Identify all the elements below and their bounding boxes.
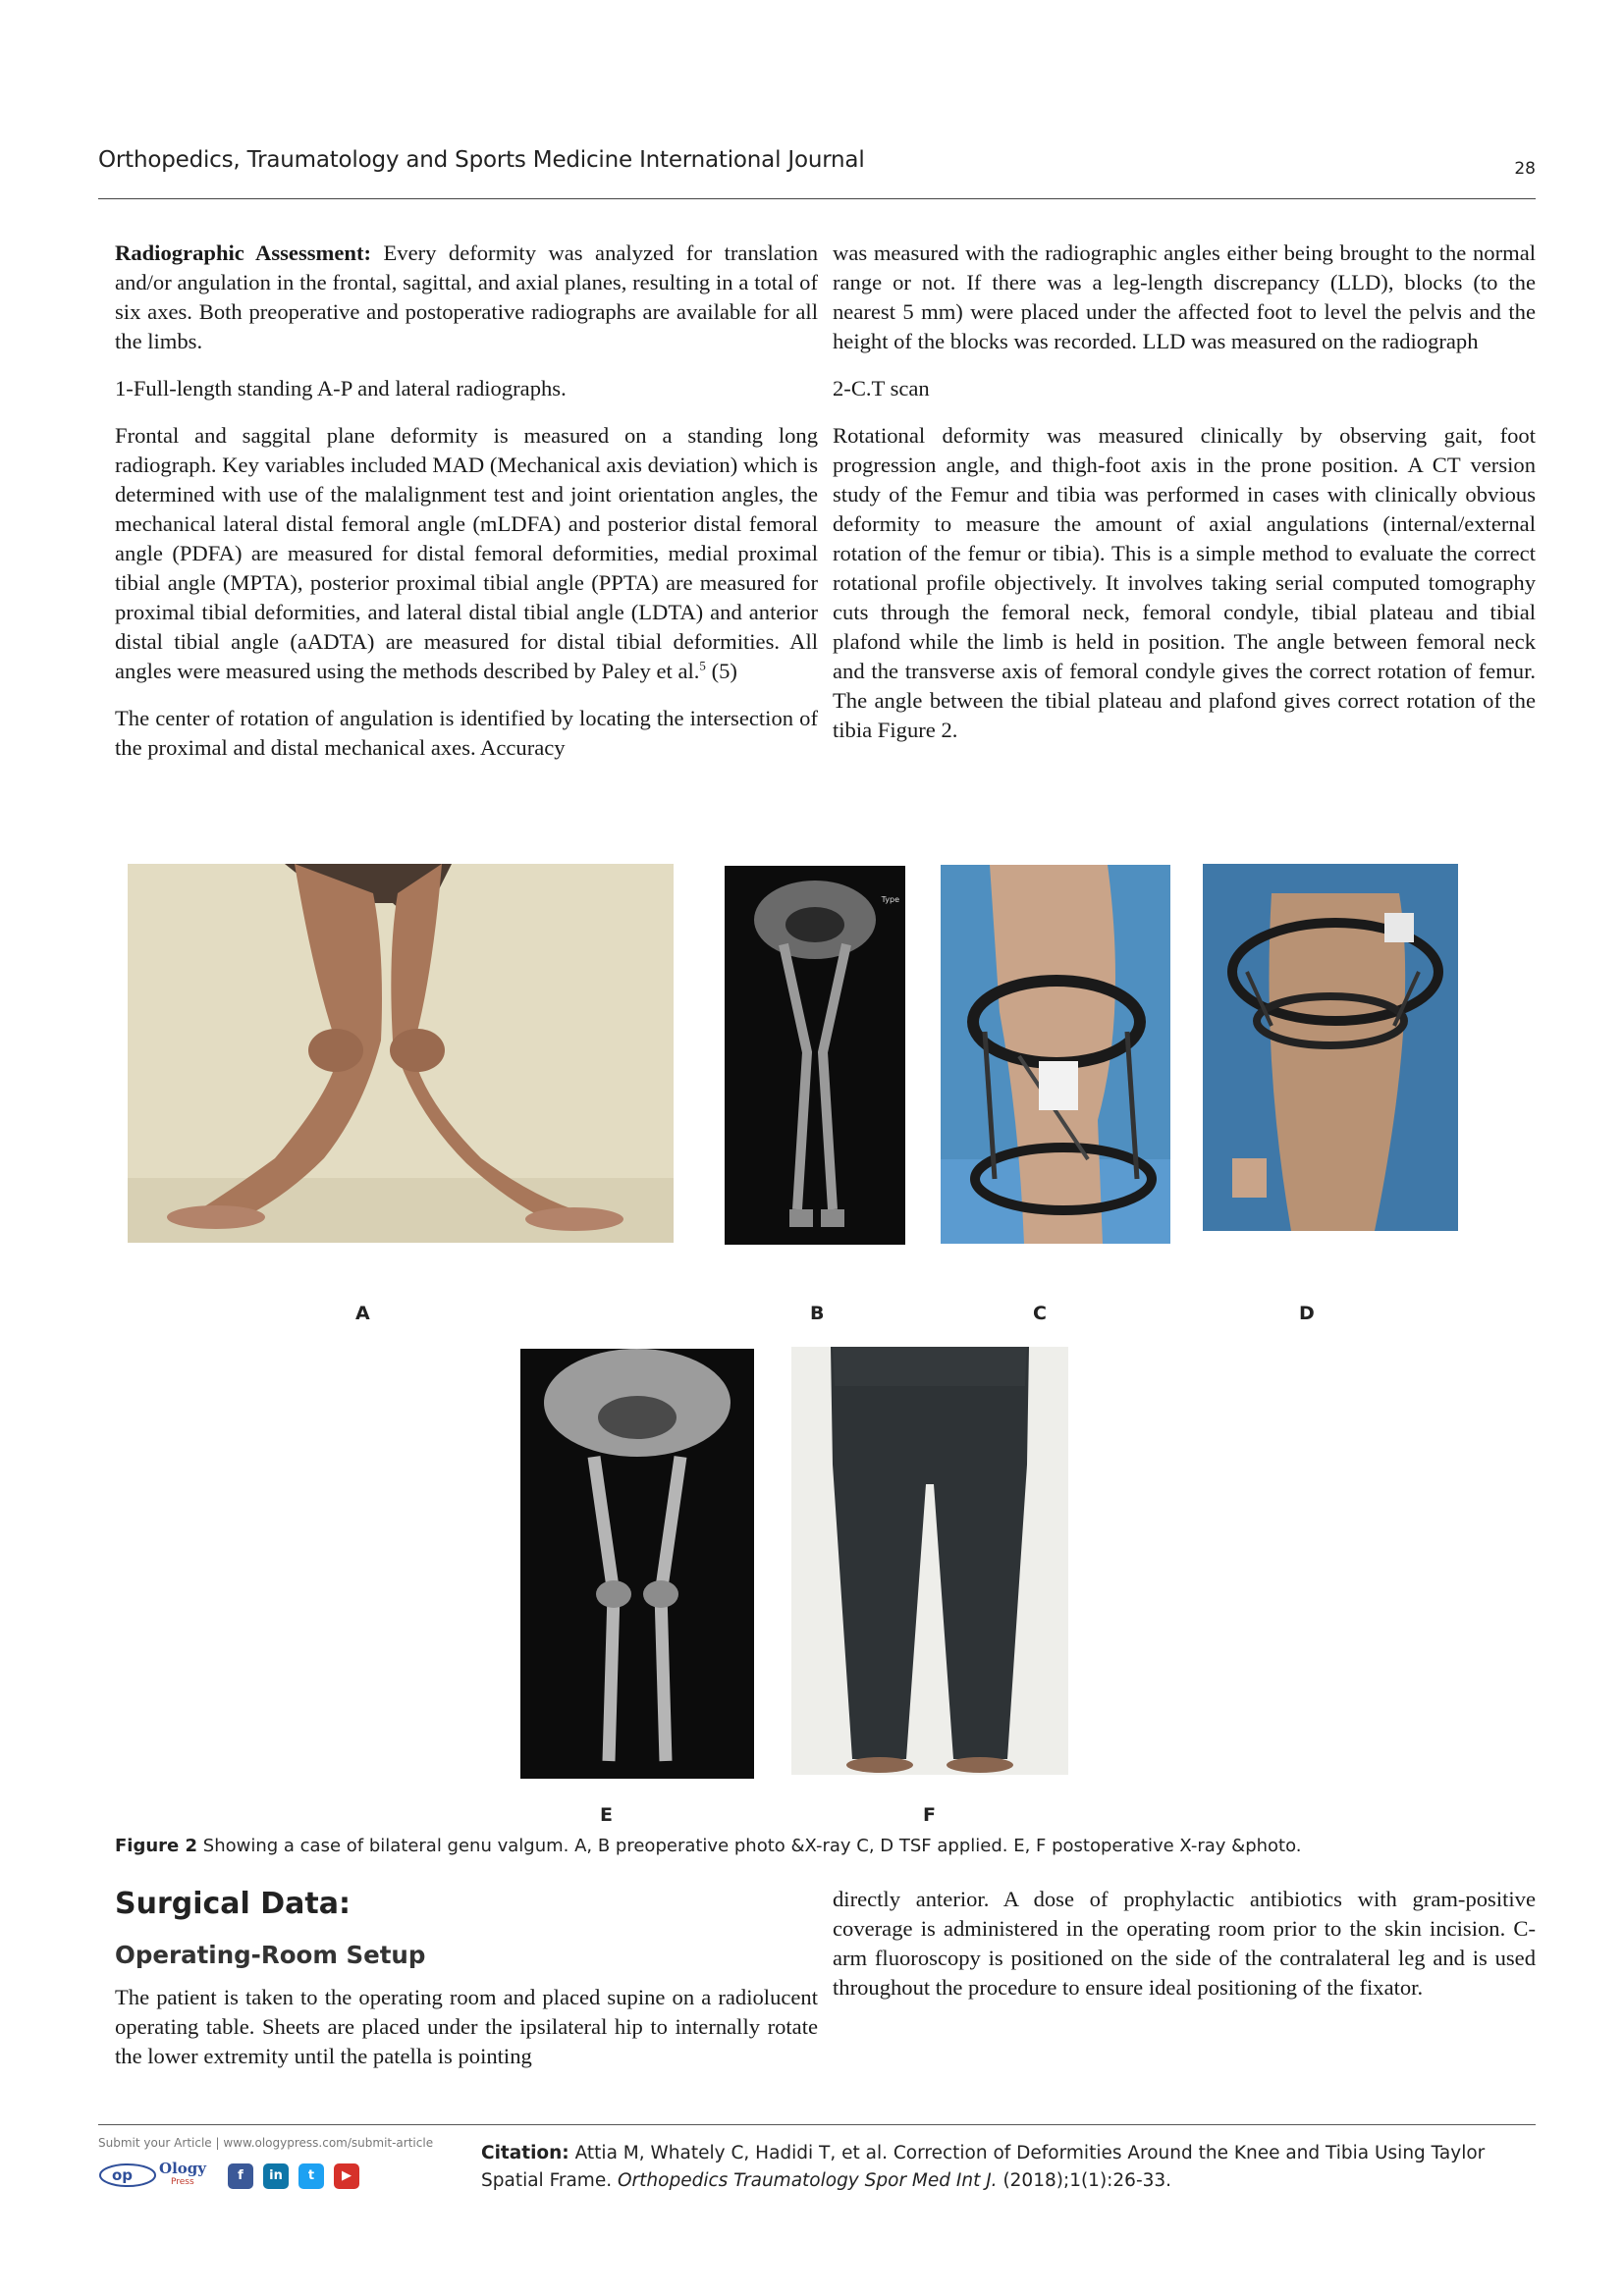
right-column-top [833,239,1536,763]
run-in-heading: Radiographic Assessment: [115,240,372,265]
right-column-bottom [833,1885,1536,2020]
ology-press-logo[interactable] [98,2158,214,2193]
citation [481,2140,1532,2195]
citation-tail: (2018);1(1):26-33. [997,2170,1172,2191]
paragraph-ct-scan: 2-C.T scan [833,376,930,400]
paragraph-radiographic-assessment [115,239,818,356]
figure-label-f: F [923,1804,936,1826]
journal-title: Orthopedics, Traumatology and Sports Medicine International Journal [98,147,865,173]
figure-label-c: C [1033,1303,1047,1324]
figure-a-preop-photo [128,864,674,1243]
figure-f-postop-photo [791,1347,1068,1775]
paragraph-operating-room: The patient is taken to the operating room and placed supine on a radiolucent operating table. Sheets are placed under the ipsilateral hip to internally rotate the lower extremity until the patella is pointing [115,1985,818,2068]
citation-text: Attia M, Whately C, Hadidi T, et al. Correction of Deformities Around the Knee and Tibia Using Taylor Spatial Frame. [481,2143,1486,2191]
figure-e-postop-xray [520,1349,754,1779]
left-column-top [115,239,818,780]
paragraph-text: Frontal and saggital plane deformity is measured on a standing long radiograph. Key variables included MAD (Mechanical axis deviation) which is determined with use of the malalignment test and joint orientation angles, the mechanical lateral distal femoral angle (mLDFA) and posterior distal femoral angle (PDFA) are measured for distal femoral deformities, medial proximal tibial angle (MPTA), posterior proximal tibial angle (PPTA) are measured for proximal tibial deformities, and lateral distal tibial angle (LDTA) and anterior distal tibial angle (aADTA) are measured for distal tibial deformities. All angles were measured using the methods described by Paley et al. [115,423,818,683]
page-header [98,147,1536,199]
figure-label-d: D [1299,1303,1315,1324]
section-heading-surgical-data: Surgical Data: [115,1887,351,1921]
figure-label-a: A [355,1303,370,1324]
subsection-heading-operating-room: Operating-Room Setup [115,1941,426,1969]
twitter-icon[interactable]: t [298,2163,324,2189]
figure-caption [115,1836,1529,1856]
logo-text: Ology [159,2160,206,2177]
caption-text: Showing a case of bilateral genu valgum. A, B preoperative photo &X-ray C, D TSF applied. E, F postoperative X-ray &photo. [197,1836,1302,1856]
facebook-icon[interactable]: f [228,2163,253,2189]
paragraph-rotational-deformity: Rotational deformity was measured clinically by observing gait, foot progression angle, and thigh-foot axis in the prone position. A CT version study of the Femur and tibia was performed in cases with clinically obvious deformity to measure the amount of axial angulations (internal/external rotation of the femur or tibia). This is a simple method to evaluate the correct rotational profile objectively. It involves taking serial computed tomography cuts through the femoral neck, femoral condyle, tibial plateau and tibial plafond while the limb is held in position. The angle between femoral neck and the transverse axis of femoral condyle gives the correct rotation of femur. The angle between the tibial plateau and plafond gives correct rotation of the tibia Figure 2. [833,423,1536,742]
paragraph-full-length: 1-Full-length standing A-P and lateral radiographs. [115,376,567,400]
footer-divider [98,2124,1536,2125]
xray-type-tag: Type [881,895,899,904]
citation-journal: Orthopedics Traumatology Spor Med Int J. [617,2170,998,2191]
figure-label-e: E [600,1804,613,1826]
paragraph-accuracy: was measured with the radiographic angles either being brought to the normal range or not. If there was a leg-length discrepancy (LLD), blocks (to the nearest 5 mm) were placed under the affected foot to level the pelvis and the height of the blocks was recorded. LLD was measured on the radiograph [833,240,1536,353]
logo-subtext: Press [171,2177,194,2187]
reference-superscript: 5 [699,658,706,673]
paragraph-text: Every deformity was analyzed for translation and/or angulation in the frontal, sagittal, and axial planes, resulting in a total of six axes. Both preoperative and postoperative radiographs are available for all the limbs. [115,240,818,353]
paragraph-frontal-plane [115,421,818,686]
figure-c-tsf-photo [941,865,1170,1244]
paragraph-center-of-rotation: The center of rotation of angulation is identified by locating the intersection of the proximal and distal mechanical axes. Accuracy [115,706,818,760]
youtube-icon[interactable]: ▶ [334,2163,359,2189]
linkedin-icon[interactable]: in [263,2163,289,2189]
page-number: 28 [1514,159,1536,179]
paragraph-antibiotics: directly anterior. A dose of prophylactic antibiotics with gram-positive coverage is administered in the operating room prior to the skin incision. C-arm fluoroscopy is positioned on the side of the contralateral leg and is used throughout the procedure to ensure ideal positioning of the fixator. [833,1887,1536,2000]
caption-label: Figure 2 [115,1836,198,1856]
figure-b-preop-xray [725,866,905,1245]
submit-article-link[interactable]: Submit your Article | www.ologypress.com/submit-article [98,2136,434,2150]
citation-label: Citation: [481,2143,569,2163]
paragraph-tail: (5) [705,659,737,683]
left-column-bottom [115,1983,818,2089]
figure-d-tsf-photo [1203,864,1458,1231]
figure-label-b: B [810,1303,825,1324]
svg-text:op: op [112,2166,134,2184]
